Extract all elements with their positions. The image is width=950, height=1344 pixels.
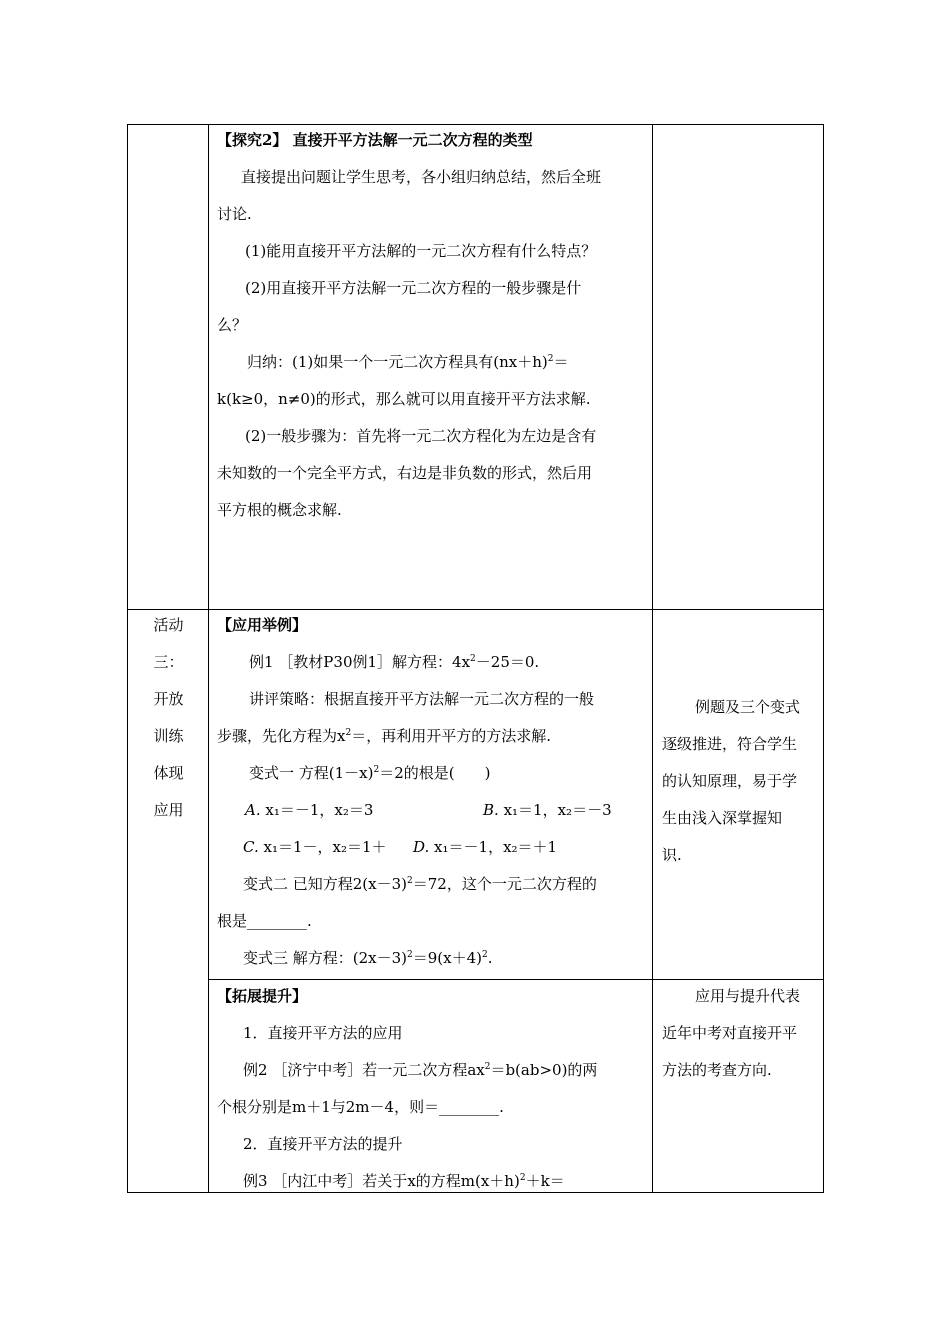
summary-1: 归纳：(1)如果一个一元二次方程具有$(nx+h)^2=$	[247, 353, 569, 371]
intro-text: 直接提出问题让学生思考，各小组归纳总结，然后全班	[241, 168, 602, 186]
design-note: 逐级推进，符合学生	[662, 735, 798, 753]
explore-heading: 【探究2】 直接开平方法解一元二次方程的类型	[217, 131, 533, 149]
activity-label-line: 活动	[153, 616, 184, 634]
example-2: 个根分别是m＋1与2m－4，则＝________.	[217, 1098, 504, 1116]
row-divider	[128, 609, 823, 610]
design-note: 例题及三个变式	[695, 698, 801, 716]
example-2: 例2 ［济宁中考］若一元二次方程$ax^2=b(ab>0)$的两	[243, 1061, 598, 1079]
variant-2: 变式二 已知方程$2(x-3)^2=72$，这个一元二次方程的	[243, 875, 597, 893]
extend-note: 近年中考对直接开平	[662, 1024, 798, 1042]
row-divider	[208, 979, 823, 980]
option-c: C. x₁＝1－，x₂＝1＋	[243, 838, 387, 856]
extend-note: 应用与提升代表	[695, 987, 801, 1005]
summary-2: 未知数的一个完全平方式，右边是非负数的形式，然后用	[217, 464, 593, 482]
option-a: A. x₁＝－1，x₂＝3	[245, 801, 374, 819]
example-3: 例3 ［内江中考］若关于x的方程$m(x+h)^2+k=$	[243, 1172, 565, 1190]
strategy-text: 讲评策略：根据直接开平方法解一元二次方程的一般	[249, 690, 595, 708]
extend-note: 方法的考查方向.	[662, 1061, 772, 1079]
extend-heading: 【拓展提升】	[217, 987, 308, 1005]
activity-label-line: 三：	[153, 653, 184, 671]
question-1: (1)能用直接开平方法解的一元二次方程有什么特点？	[245, 242, 597, 260]
activity-label-line: 训练	[153, 727, 184, 745]
question-2: 么？	[217, 316, 248, 334]
strategy-text: 步骤，先化方程为$x^2=$，再利用开平方的方法求解.	[217, 727, 551, 745]
intro-text: 讨论.	[217, 205, 252, 223]
activity-label-line: 应用	[153, 801, 184, 819]
summary-2: (2)一般步骤为：首先将一元二次方程化为左边是含有	[245, 427, 597, 445]
question-2: (2)用直接开平方法解一元二次方程的一般步骤是什	[245, 279, 582, 297]
design-note: 识.	[662, 846, 682, 864]
option-b: B. x₁＝1，x₂＝－3	[483, 801, 612, 819]
extend-item-1: 1．直接开平方法的应用	[243, 1024, 403, 1042]
example-1: 例1 ［教材P30例1］解方程：$4x^2-25=0$.	[249, 653, 540, 671]
variant-3: 变式三 解方程：$(2x-3)^2=9(x+4)^2$.	[243, 949, 493, 967]
summary-2: 平方根的概念求解.	[217, 501, 342, 519]
apply-heading: 【应用举例】	[217, 616, 308, 634]
activity-label-line: 体现	[153, 764, 184, 782]
option-d: D. x₁＝－1，x₂＝＋1	[413, 838, 558, 856]
design-note: 的认知原理，易于学	[662, 772, 798, 790]
summary-1: k(k≥0，n≠0)的形式，那么就可以用直接开平方法求解.	[217, 390, 591, 408]
variant-1: 变式一 方程$(1-x)^2=2$的根是( )	[249, 764, 491, 782]
variant-2: 根是________.	[217, 912, 312, 930]
extend-item-2: 2．直接开平方法的提升	[243, 1135, 403, 1153]
column-divider	[652, 125, 653, 1192]
design-note: 生由浅入深掌握知	[662, 809, 783, 827]
activity-label-line: 开放	[153, 690, 184, 708]
lesson-table	[127, 124, 824, 1193]
